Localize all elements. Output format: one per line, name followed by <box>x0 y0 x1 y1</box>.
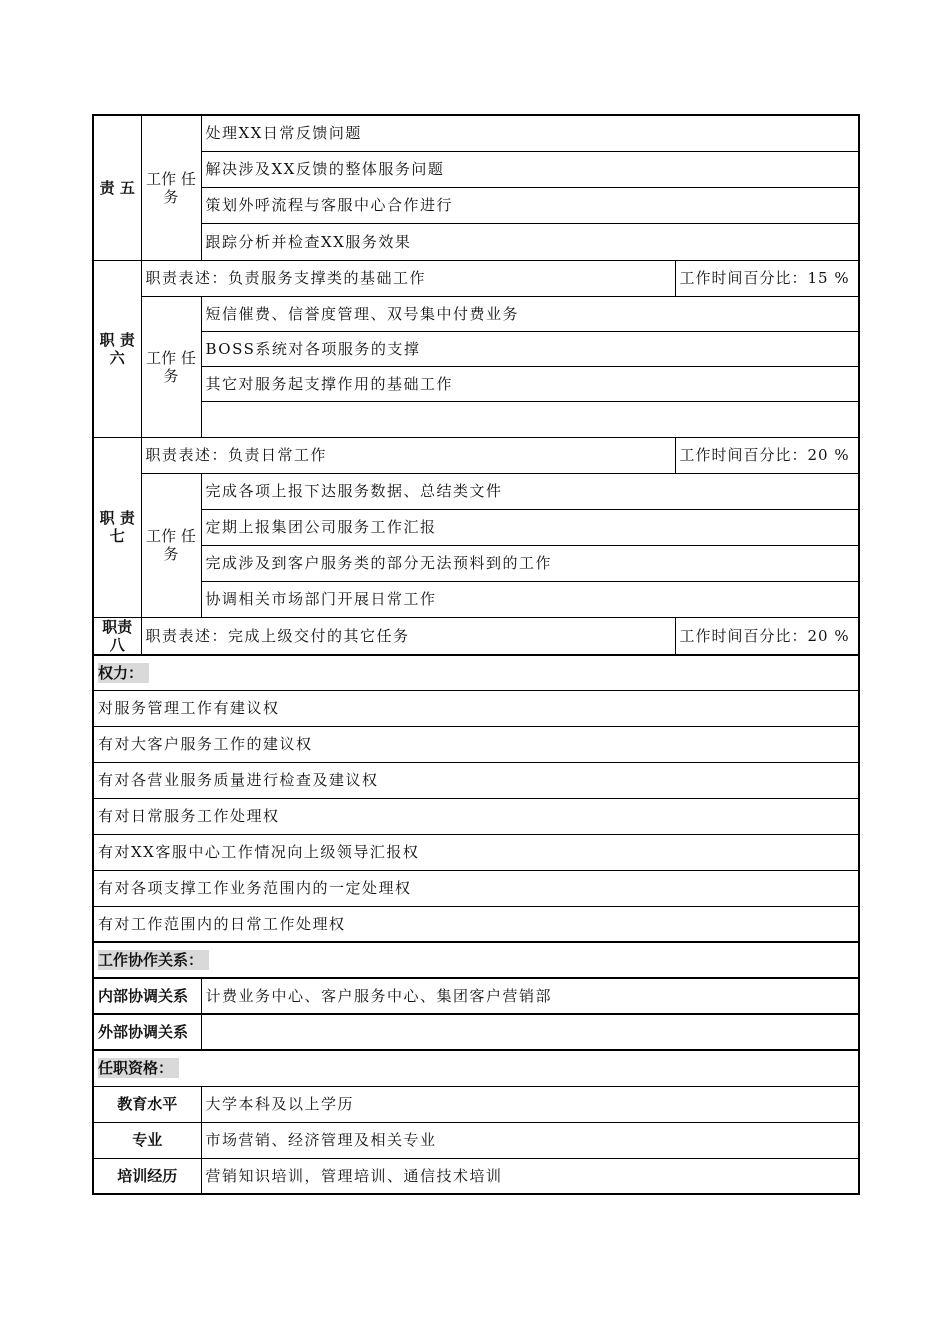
job-description-page <box>92 114 858 1195</box>
qualification-heading: 任职资格： <box>93 1050 859 1086</box>
duty8-statement: 职责表述：完成上级交付的其它任务 <box>141 617 675 655</box>
authority-item: 有对日常服务工作处理权 <box>93 798 859 834</box>
duty8-label: 职责 八 <box>93 617 141 655</box>
internal-coordination-value: 计费业务中心、客户服务中心、集团客户营销部 <box>201 978 859 1014</box>
external-coordination-label: 外部协调关系 <box>93 1014 201 1050</box>
duty7-statement: 职责表述：负责日常工作 <box>141 437 675 473</box>
duty7-time-percent: 工作时间百分比：20 % <box>675 437 859 473</box>
duty7-task-1: 完成各项上报下达服务数据、总结类文件 <box>201 473 859 509</box>
authority-heading: 权力： <box>93 655 859 690</box>
training-value: 营销知识培训，管理培训、通信技术培训 <box>201 1158 859 1194</box>
training-label: 培训经历 <box>93 1158 201 1194</box>
duty5-label: 责 五 <box>93 115 141 260</box>
major-value: 市场营销、经济管理及相关专业 <box>201 1122 859 1158</box>
authority-item: 有对XX客服中心工作情况向上级领导汇报权 <box>93 834 859 870</box>
duty5-task-2: 解决涉及XX反馈的整体服务问题 <box>201 151 859 187</box>
authority-item: 有对大客户服务工作的建议权 <box>93 726 859 762</box>
authority-item: 有对各营业服务质量进行检查及建议权 <box>93 762 859 798</box>
education-label: 教育水平 <box>93 1086 201 1122</box>
duty7-task-4: 协调相关市场部门开展日常工作 <box>201 581 859 617</box>
duty7-task-2: 定期上报集团公司服务工作汇报 <box>201 509 859 545</box>
authority-item: 有对工作范围内的日常工作处理权 <box>93 906 859 942</box>
duty7-task-label: 工作 任务 <box>141 473 201 617</box>
duty6-task-2: BOSS系统对各项服务的支撑 <box>201 331 859 366</box>
duty6-statement: 职责表述：负责服务支撑类的基础工作 <box>141 260 675 296</box>
duty6-task-4 <box>201 401 859 437</box>
duties-table <box>92 114 860 1195</box>
authority-item: 对服务管理工作有建议权 <box>93 690 859 726</box>
duty6-label: 职 责 六 <box>93 260 141 437</box>
duty5-task-label: 工作 任务 <box>141 115 201 260</box>
education-value: 大学本科及以上学历 <box>201 1086 859 1122</box>
duty6-time-percent: 工作时间百分比：15 % <box>675 260 859 296</box>
duty6-task-label: 工作 任务 <box>141 296 201 437</box>
major-label: 专业 <box>93 1122 201 1158</box>
internal-coordination-label: 内部协调关系 <box>93 978 201 1014</box>
duty5-task-3: 策划外呼流程与客服中心合作进行 <box>201 187 859 223</box>
duty5-task-4: 跟踪分析并检查XX服务效果 <box>201 223 859 260</box>
duty7-label: 职 责 七 <box>93 437 141 617</box>
duty8-time-percent: 工作时间百分比：20 % <box>675 617 859 655</box>
external-coordination-value <box>201 1014 859 1050</box>
duty5-task-1: 处理XX日常反馈问题 <box>201 115 859 151</box>
duty6-task-3: 其它对服务起支撑作用的基础工作 <box>201 366 859 401</box>
duty6-task-1: 短信催费、信誉度管理、双号集中付费业务 <box>201 296 859 331</box>
authority-item: 有对各项支撑工作业务范围内的一定处理权 <box>93 870 859 906</box>
cooperation-heading: 工作协作关系： <box>93 942 859 978</box>
duty7-task-3: 完成涉及到客户服务类的部分无法预料到的工作 <box>201 545 859 581</box>
